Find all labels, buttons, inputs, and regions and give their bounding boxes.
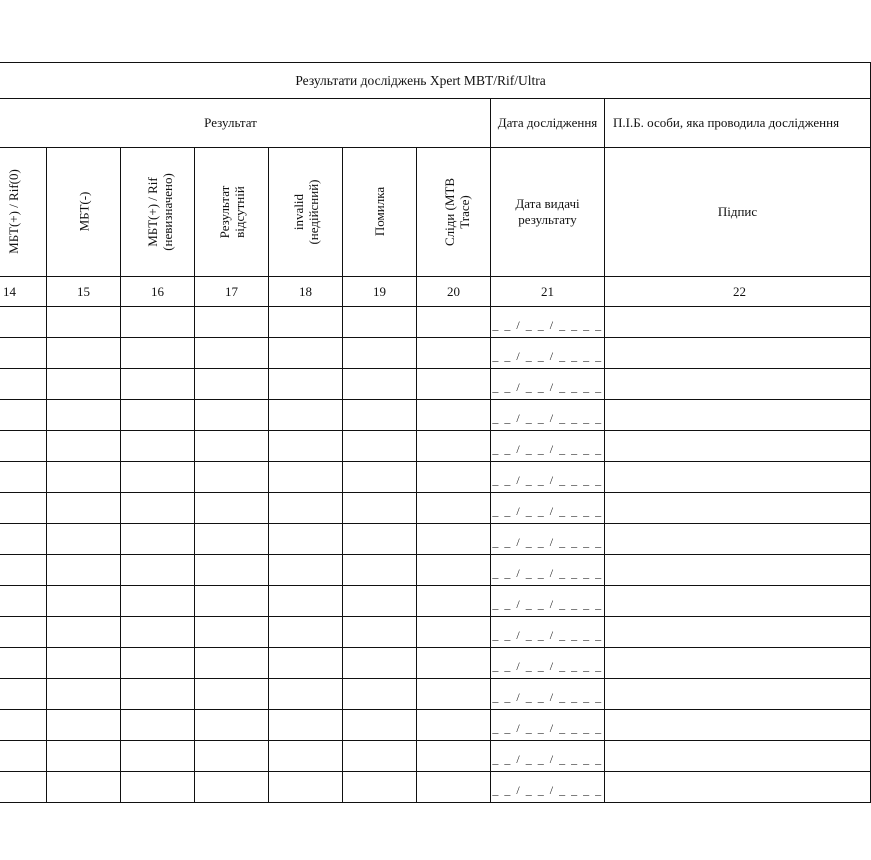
result-cell-17[interactable]	[195, 431, 269, 462]
result-cell-14[interactable]	[0, 524, 47, 555]
result-cell-14[interactable]	[0, 307, 47, 338]
date-placeholder: _ _ / _ _ / _ _ _ _	[492, 628, 603, 642]
result-cell-20[interactable]	[417, 679, 491, 710]
table-row	[0, 710, 871, 741]
result-cell-14[interactable]	[0, 772, 47, 803]
result-cell-18[interactable]	[269, 586, 343, 617]
result-cell-14[interactable]	[0, 710, 47, 741]
result-cell-15[interactable]	[47, 586, 121, 617]
result-cell-14[interactable]	[0, 648, 47, 679]
table-row	[0, 772, 871, 803]
result-cell-20[interactable]	[417, 710, 491, 741]
signature-cell[interactable]	[605, 338, 871, 369]
table-row	[0, 493, 871, 524]
result-cell-19[interactable]	[343, 617, 417, 648]
table-row	[0, 462, 871, 493]
signature-cell[interactable]	[605, 710, 871, 741]
result-cell-18[interactable]	[269, 555, 343, 586]
col-header-15: МБТ(-)	[47, 148, 121, 277]
result-cell-19[interactable]	[343, 369, 417, 400]
result-cell-17[interactable]	[195, 741, 269, 772]
date-placeholder: _ _ / _ _ / _ _ _ _	[492, 597, 603, 611]
signature-cell[interactable]	[605, 493, 871, 524]
issue-date-cell[interactable]	[491, 741, 605, 772]
signature-cell[interactable]	[605, 555, 871, 586]
result-cell-17[interactable]	[195, 648, 269, 679]
result-cell-16[interactable]	[121, 431, 195, 462]
result-group-header: Результат	[0, 99, 491, 148]
issue-date-cell[interactable]	[491, 462, 605, 493]
issue-date-cell[interactable]	[491, 586, 605, 617]
result-cell-17[interactable]	[195, 617, 269, 648]
table-row	[0, 369, 871, 400]
date-placeholder: _ _ / _ _ / _ _ _ _	[492, 659, 603, 673]
date-placeholder: _ _ / _ _ / _ _ _ _	[492, 690, 603, 704]
table-row	[0, 741, 871, 772]
result-cell-17[interactable]	[195, 555, 269, 586]
result-cell-20[interactable]	[417, 586, 491, 617]
col-header-21: Дата видачі результату	[491, 148, 605, 277]
result-cell-15[interactable]	[47, 555, 121, 586]
result-cell-15[interactable]	[47, 400, 121, 431]
date-placeholder: _ _ / _ _ / _ _ _ _	[492, 566, 603, 580]
result-cell-16[interactable]	[121, 648, 195, 679]
result-cell-15[interactable]	[47, 369, 121, 400]
result-cell-20[interactable]	[417, 555, 491, 586]
table-row	[0, 400, 871, 431]
table-row	[0, 586, 871, 617]
result-cell-17[interactable]	[195, 524, 269, 555]
issue-date-cell[interactable]	[491, 617, 605, 648]
result-cell-17[interactable]	[195, 307, 269, 338]
col-number-18: 18	[269, 277, 343, 307]
result-cell-20[interactable]	[417, 307, 491, 338]
result-cell-20[interactable]	[417, 772, 491, 803]
result-cell-15[interactable]	[47, 679, 121, 710]
result-cell-19[interactable]	[343, 307, 417, 338]
issue-date-cell[interactable]	[491, 369, 605, 400]
date-placeholder: _ _ / _ _ / _ _ _ _	[492, 721, 603, 735]
result-cell-16[interactable]	[121, 617, 195, 648]
result-cell-17[interactable]	[195, 462, 269, 493]
col-number-16: 16	[121, 277, 195, 307]
result-cell-16[interactable]	[121, 338, 195, 369]
result-cell-15[interactable]	[47, 741, 121, 772]
result-cell-18[interactable]	[269, 338, 343, 369]
signature-cell[interactable]	[605, 431, 871, 462]
date-placeholder: _ _ / _ _ / _ _ _ _	[492, 380, 603, 394]
col-number-17: 17	[195, 277, 269, 307]
result-cell-17[interactable]	[195, 400, 269, 431]
table-title: Результати досліджень Xpert MBT/Rif/Ultra	[0, 63, 871, 99]
issue-date-cell[interactable]	[491, 772, 605, 803]
result-cell-14[interactable]	[0, 679, 47, 710]
signature-cell[interactable]	[605, 307, 871, 338]
table-row	[0, 338, 871, 369]
result-cell-17[interactable]	[195, 679, 269, 710]
signature-cell[interactable]	[605, 400, 871, 431]
result-cell-20[interactable]	[417, 617, 491, 648]
signature-cell[interactable]	[605, 524, 871, 555]
date-placeholder: _ _ / _ _ / _ _ _ _	[492, 473, 603, 487]
result-cell-16[interactable]	[121, 493, 195, 524]
result-cell-16[interactable]	[121, 555, 195, 586]
result-cell-14[interactable]	[0, 400, 47, 431]
date-group-header: Дата дослідження	[491, 99, 605, 148]
result-cell-19[interactable]	[343, 648, 417, 679]
col-header-17: Результат відсутній	[195, 148, 269, 277]
result-cell-18[interactable]	[269, 493, 343, 524]
col-header-19: Помилка	[343, 148, 417, 277]
result-cell-18[interactable]	[269, 710, 343, 741]
result-cell-19[interactable]	[343, 772, 417, 803]
signature-cell[interactable]	[605, 462, 871, 493]
issue-date-cell[interactable]	[491, 431, 605, 462]
issue-date-cell[interactable]	[491, 307, 605, 338]
date-placeholder: _ _ / _ _ / _ _ _ _	[492, 349, 603, 363]
result-cell-16[interactable]	[121, 586, 195, 617]
col-number-21: 21	[491, 277, 605, 307]
result-cell-14[interactable]	[0, 493, 47, 524]
date-placeholder: _ _ / _ _ / _ _ _ _	[492, 504, 603, 518]
result-cell-16[interactable]	[121, 400, 195, 431]
col-number-19: 19	[343, 277, 417, 307]
table-body	[0, 307, 871, 803]
result-cell-20[interactable]	[417, 524, 491, 555]
result-cell-16[interactable]	[121, 462, 195, 493]
result-cell-17[interactable]	[195, 586, 269, 617]
date-placeholder: _ _ / _ _ / _ _ _ _	[492, 752, 603, 766]
result-cell-19[interactable]	[343, 400, 417, 431]
result-cell-20[interactable]	[417, 462, 491, 493]
signature-cell[interactable]	[605, 648, 871, 679]
col-header-20: Сліди (МТВ Trace)	[417, 148, 491, 277]
result-cell-16[interactable]	[121, 307, 195, 338]
issue-date-cell[interactable]	[491, 493, 605, 524]
result-cell-16[interactable]	[121, 741, 195, 772]
result-cell-18[interactable]	[269, 617, 343, 648]
table-row	[0, 524, 871, 555]
result-cell-19[interactable]	[343, 679, 417, 710]
xpert-results-table	[0, 62, 871, 803]
result-cell-15[interactable]	[47, 338, 121, 369]
result-cell-18[interactable]	[269, 462, 343, 493]
table-row	[0, 307, 871, 338]
table-row	[0, 617, 871, 648]
result-cell-19[interactable]	[343, 338, 417, 369]
result-cell-15[interactable]	[47, 617, 121, 648]
signature-cell[interactable]	[605, 679, 871, 710]
result-cell-19[interactable]	[343, 555, 417, 586]
date-placeholder: _ _ / _ _ / _ _ _ _	[492, 535, 603, 549]
result-cell-14[interactable]	[0, 617, 47, 648]
result-cell-17[interactable]	[195, 710, 269, 741]
result-cell-16[interactable]	[121, 772, 195, 803]
result-cell-19[interactable]	[343, 431, 417, 462]
date-placeholder: _ _ / _ _ / _ _ _ _	[492, 442, 603, 456]
issue-date-cell[interactable]	[491, 679, 605, 710]
result-cell-14[interactable]	[0, 555, 47, 586]
col-number-14: 14	[0, 277, 47, 307]
signature-cell[interactable]	[605, 617, 871, 648]
signature-cell[interactable]	[605, 586, 871, 617]
result-cell-19[interactable]	[343, 462, 417, 493]
table-row	[0, 679, 871, 710]
table-row	[0, 648, 871, 679]
signature-cell[interactable]	[605, 772, 871, 803]
result-cell-14[interactable]	[0, 462, 47, 493]
result-cell-15[interactable]	[47, 524, 121, 555]
col-number-15: 15	[47, 277, 121, 307]
result-cell-15[interactable]	[47, 710, 121, 741]
result-cell-14[interactable]	[0, 741, 47, 772]
result-cell-18[interactable]	[269, 679, 343, 710]
result-cell-17[interactable]	[195, 493, 269, 524]
col-header-18: invalid (недійсний)	[269, 148, 343, 277]
table-row	[0, 555, 871, 586]
table-row	[0, 431, 871, 462]
date-placeholder: _ _ / _ _ / _ _ _ _	[492, 783, 603, 797]
result-cell-16[interactable]	[121, 679, 195, 710]
result-cell-18[interactable]	[269, 307, 343, 338]
result-cell-17[interactable]	[195, 772, 269, 803]
result-cell-15[interactable]	[47, 772, 121, 803]
result-cell-20[interactable]	[417, 648, 491, 679]
date-placeholder: _ _ / _ _ / _ _ _ _	[492, 411, 603, 425]
result-cell-16[interactable]	[121, 710, 195, 741]
issue-date-cell[interactable]	[491, 400, 605, 431]
issue-date-cell[interactable]	[491, 710, 605, 741]
result-cell-19[interactable]	[343, 586, 417, 617]
result-cell-15[interactable]	[47, 307, 121, 338]
result-cell-19[interactable]	[343, 710, 417, 741]
result-cell-20[interactable]	[417, 431, 491, 462]
issue-date-cell[interactable]	[491, 648, 605, 679]
result-cell-19[interactable]	[343, 741, 417, 772]
result-cell-18[interactable]	[269, 772, 343, 803]
result-cell-20[interactable]	[417, 338, 491, 369]
col-number-22: 22	[605, 277, 871, 307]
result-cell-20[interactable]	[417, 369, 491, 400]
result-cell-18[interactable]	[269, 400, 343, 431]
result-cell-15[interactable]	[47, 648, 121, 679]
result-cell-14[interactable]	[0, 586, 47, 617]
result-cell-15[interactable]	[47, 462, 121, 493]
issue-date-cell[interactable]	[491, 338, 605, 369]
result-cell-16[interactable]	[121, 369, 195, 400]
date-placeholder: _ _ / _ _ / _ _ _ _	[492, 318, 603, 332]
result-cell-14[interactable]	[0, 431, 47, 462]
result-cell-18[interactable]	[269, 369, 343, 400]
person-group-header: П.І.Б. особи, яка проводила дослідження	[605, 99, 871, 148]
result-cell-16[interactable]	[121, 524, 195, 555]
result-cell-15[interactable]	[47, 431, 121, 462]
result-cell-17[interactable]	[195, 338, 269, 369]
result-cell-20[interactable]	[417, 741, 491, 772]
result-cell-18[interactable]	[269, 648, 343, 679]
issue-date-cell[interactable]	[491, 524, 605, 555]
result-cell-18[interactable]	[269, 741, 343, 772]
issue-date-cell[interactable]	[491, 555, 605, 586]
result-cell-19[interactable]	[343, 524, 417, 555]
signature-cell[interactable]	[605, 369, 871, 400]
col-header-16: МБТ(+) / Rif (невизначено)	[121, 148, 195, 277]
col-number-20: 20	[417, 277, 491, 307]
result-cell-18[interactable]	[269, 431, 343, 462]
col-header-22: Підпис	[605, 148, 871, 277]
signature-cell[interactable]	[605, 741, 871, 772]
result-cell-19[interactable]	[343, 493, 417, 524]
result-cell-18[interactable]	[269, 524, 343, 555]
col-header-14: МБТ(+) / Rif(0)	[0, 148, 47, 277]
result-cell-20[interactable]	[417, 493, 491, 524]
result-cell-15[interactable]	[47, 493, 121, 524]
result-cell-20[interactable]	[417, 400, 491, 431]
result-cell-14[interactable]	[0, 369, 47, 400]
result-cell-17[interactable]	[195, 369, 269, 400]
result-cell-14[interactable]	[0, 338, 47, 369]
